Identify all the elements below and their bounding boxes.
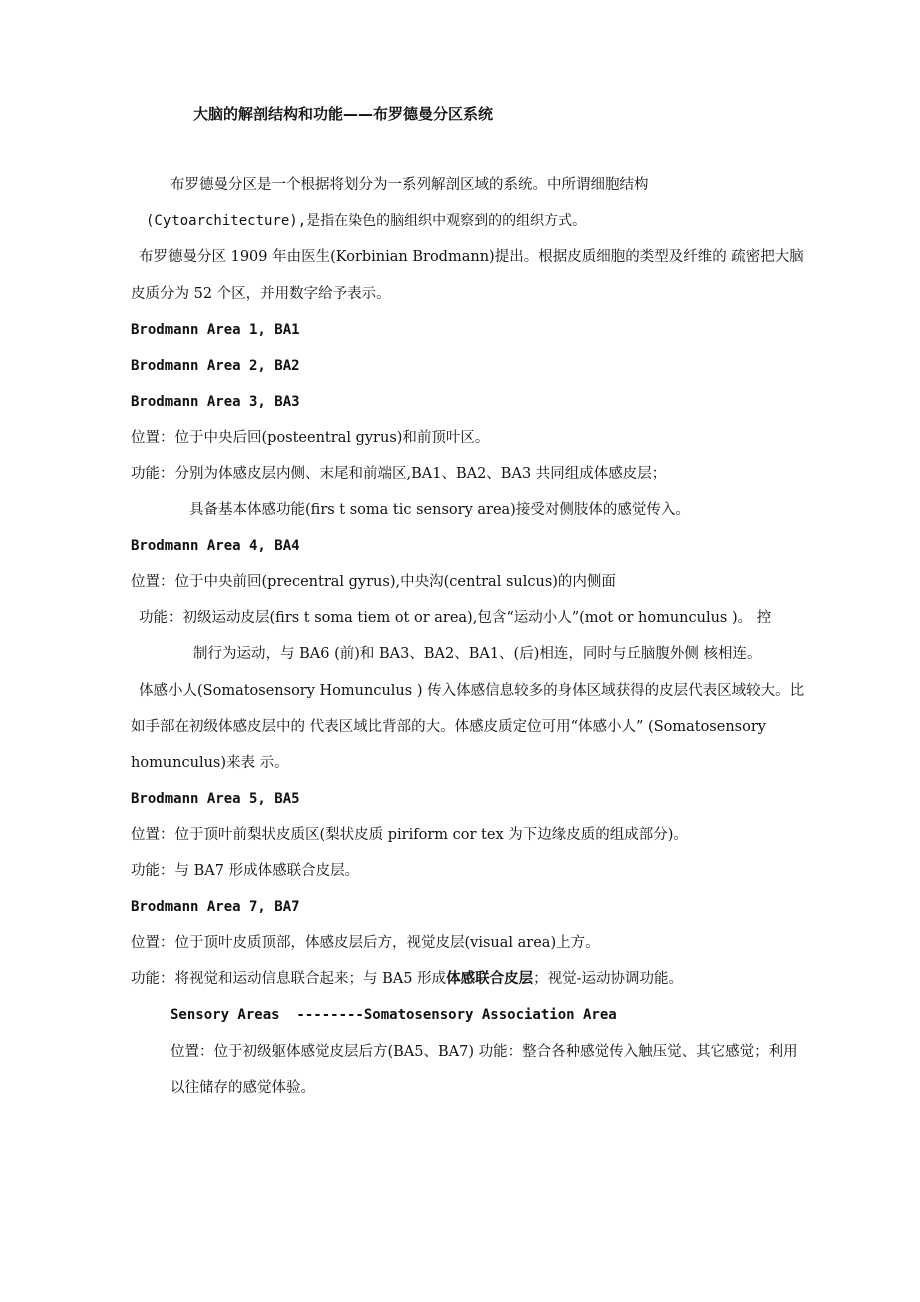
- intro-line-4: 皮质分为 52 个区，并用数字给予表示。: [131, 286, 391, 302]
- ba4-function-2: 制行为运动，与 BA6 (前)和 BA3、BA2、BA1、(后)相连，同时与丘脑腹外侧 核相连。: [193, 646, 762, 662]
- ba2-heading: Brodmann Area 2, BA2: [131, 358, 300, 374]
- ba3-location: 位置：位于中央后回(posteentral gyrus)和前顶叶区。: [131, 430, 490, 446]
- ba4-location: 位置：位于中央前回(precentral gyrus),中央沟(central sulcus)的内侧面: [131, 574, 616, 590]
- ba4-note-1: 体感小人(Somatosensory Homunculus ) 传入体感信息较多的身体区域获得的皮层代表区域较大。比: [139, 683, 805, 699]
- ba3-function-cont: 具备基本体感功能(firs t soma tic sensory area)接受对侧肢体的感觉传入。: [189, 502, 690, 518]
- ba3-heading: Brodmann Area 3, BA3: [131, 394, 300, 410]
- ba4-note-2: 如手部在初级体感皮层中的 代表区域比背部的大。体感皮质定位可用“体感小人” (Somatosensory: [131, 719, 766, 735]
- sensory-areas-heading: Sensory Areas --------Somatosensory Association Area: [170, 1007, 617, 1023]
- ba7-location: 位置：位于顶叶皮质顶部，体感皮层后方，视觉皮层(visual area)上方。: [131, 935, 600, 951]
- ba7-function-emphasis: 体感联合皮层: [446, 970, 534, 987]
- ba7-function-text: 功能：将视觉和运动信息联合起来；与 BA5 形成: [131, 971, 447, 987]
- ba5-heading: Brodmann Area 5, BA5: [131, 791, 300, 807]
- ba1-heading: Brodmann Area 1, BA1: [131, 322, 300, 338]
- sensory-line-1: 位置：位于初级躯体感觉皮层后方(BA5、BA7) 功能：整合各种感觉传入触压觉、其它感觉；利用: [170, 1044, 798, 1060]
- ba3-function: 功能：分别为体感皮层内侧、末尾和前端区,BA1、BA2、BA3 共同组成体感皮层；: [131, 466, 667, 482]
- intro-line-2: (Cytoarchitecture),是指在染色的脑组织中观察到的的组织方式。: [146, 213, 587, 229]
- ba4-note-3: homunculus)来表 示。: [131, 755, 289, 771]
- ba5-function: 功能：与 BA7 形成体感联合皮层。: [131, 863, 360, 879]
- intro-line-1: 布罗德曼分区是一个根据将划分为一系列解剖区域的系统。中所谓细胞结构: [170, 177, 649, 193]
- ba5-location: 位置：位于顶叶前梨状皮质区(梨状皮质 piriform cor tex 为下边缘皮质的组成部分)。: [131, 827, 688, 843]
- intro-line-3: 布罗德曼分区 1909 年由医生(Korbinian Brodmann)提出。根据皮质细胞的类型及纤维的 疏密把大脑: [139, 249, 804, 265]
- document-title: 大脑的解剖结构和功能——布罗德曼分区系统: [193, 105, 494, 123]
- ba7-function: [131, 969, 683, 989]
- ba4-function-1: 功能：初级运动皮层(firs t soma tiem ot or area),包含“运动小人”(mot or homunculus )。 控: [139, 610, 772, 626]
- ba7-heading: Brodmann Area 7, BA7: [131, 899, 300, 915]
- sensory-line-2: 以往储存的感觉体验。: [170, 1080, 315, 1096]
- ba4-heading: Brodmann Area 4, BA4: [131, 538, 300, 554]
- ba7-function-tail: ；视觉-运动协调功能。: [533, 971, 683, 987]
